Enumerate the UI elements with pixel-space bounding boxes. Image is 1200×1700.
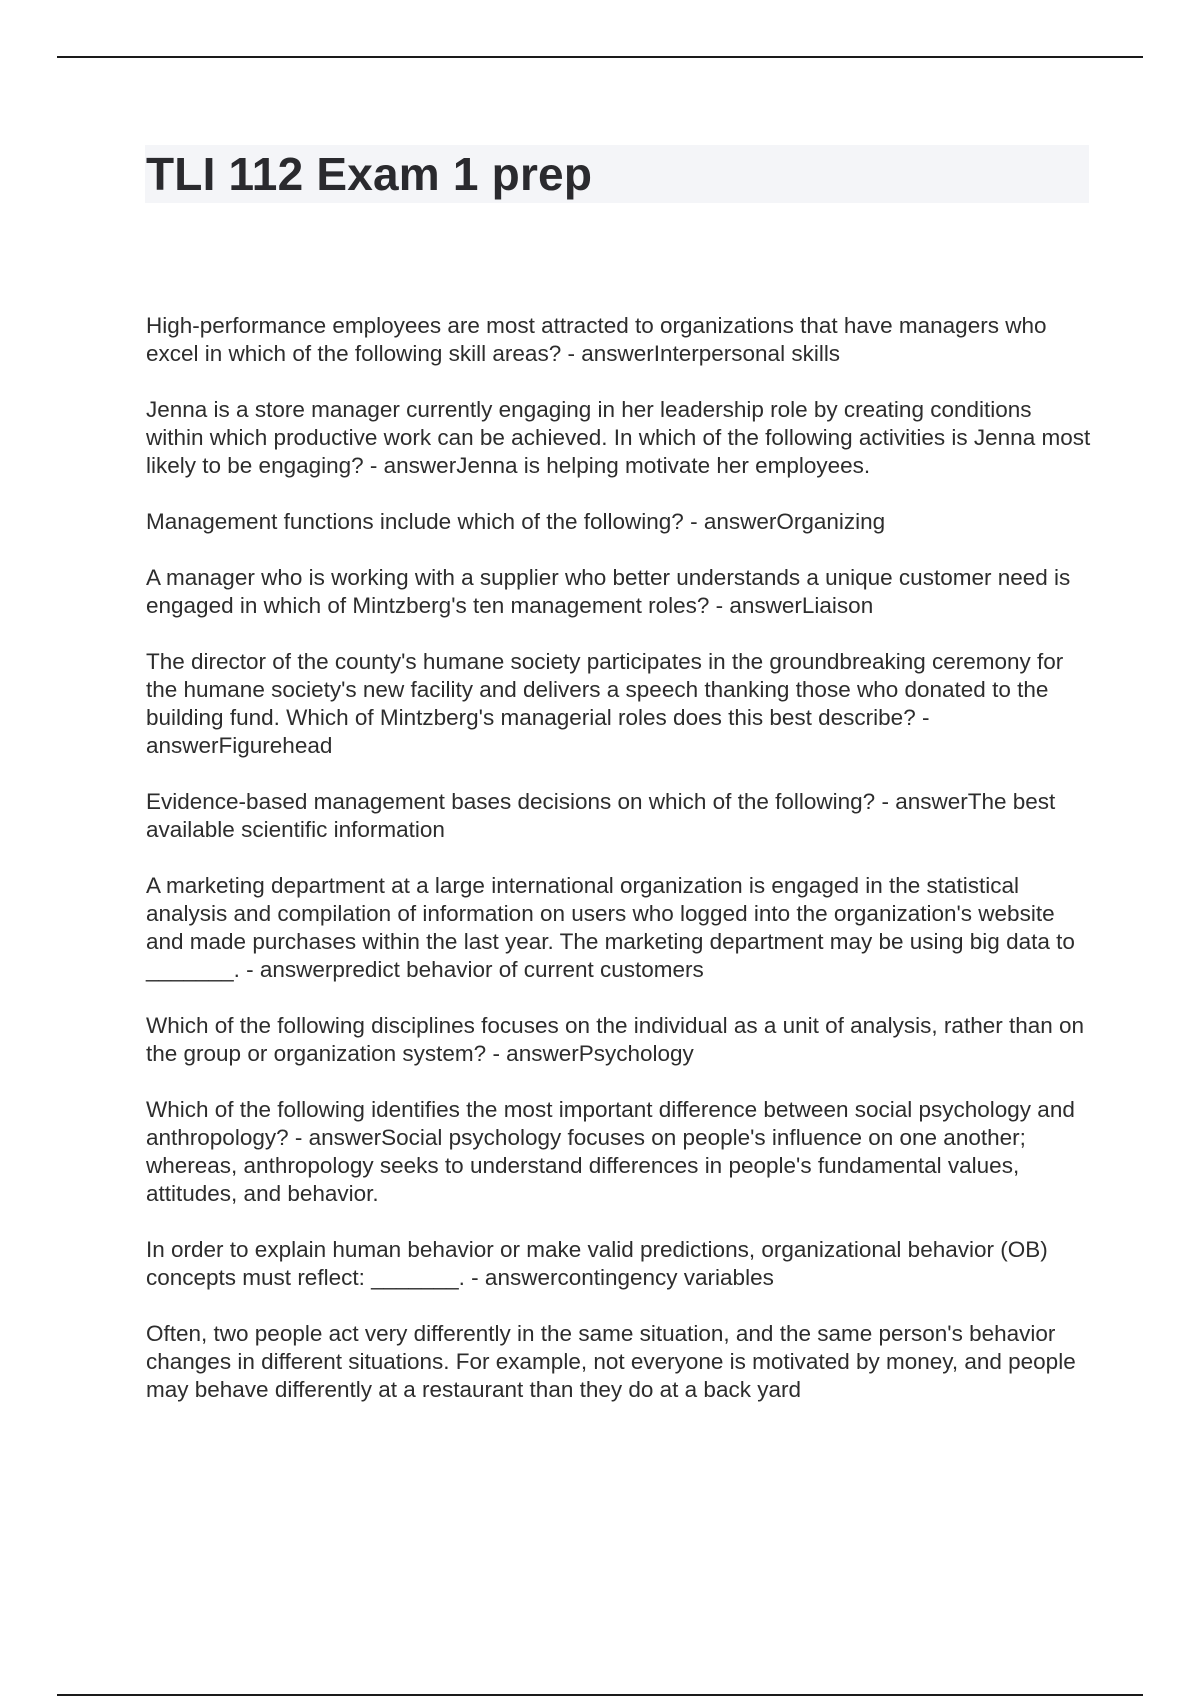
qa-item-5: The director of the county's humane society participates in the groundbreaking ceremony for the humane society's new facility and delivers a speech thanking those who donated to the building fund. Which of Mintzberg's managerial roles does this best describe? - answerFigurehead xyxy=(146,649,1064,758)
page-title: TLI 112 Exam 1 prep xyxy=(146,148,593,200)
bottom-divider xyxy=(57,1694,1143,1696)
qa-item-9: Which of the following identifies the most important difference between social psychology and anthropology? - answerSocial psychology focuses on people's influence on one another; whereas, anthropology seeks to understand differences in people's fundamental values, attitudes, and behavior. xyxy=(146,1097,1075,1206)
top-divider xyxy=(57,56,1143,58)
qa-item-4: A manager who is working with a supplier who better understands a unique customer need is engaged in which of Mintzberg's ten management roles? - answerLiaison xyxy=(146,565,1071,618)
qa-item-11: Often, two people act very differently in the same situation, and the same person's behavior changes in different situations. For example, not everyone is motivated by money, and people may behave differently at a restaurant than they do at a back yard xyxy=(146,1321,1076,1402)
qa-item-6: Evidence-based management bases decisions on which of the following? - answerThe best available scientific information xyxy=(146,789,1056,842)
qa-item-7: A marketing department at a large international organization is engaged in the statistical analysis and compilation of information on users who logged into the organization's website and made purchases within the last year. The marketing department may be using big data to _______. - answerpredict behavior of current customers xyxy=(146,873,1075,982)
qa-item-1: High-performance employees are most attracted to organizations that have managers who excel in which of the following skill areas? - answerInterpersonal skills xyxy=(146,313,1047,366)
question-answer-list xyxy=(146,312,1091,1432)
qa-item-3: Management functions include which of the following? - answerOrganizing xyxy=(146,509,886,534)
qa-item-2: Jenna is a store manager currently engaging in her leadership role by creating conditions within which productive work can be achieved. In which of the following activities is Jenna most likely to be engaging? - answerJenna is helping motivate her employees. xyxy=(146,397,1091,478)
qa-item-10: In order to explain human behavior or make valid predictions, organizational behavior (OB) concepts must reflect: _______. - answercontingency variables xyxy=(146,1237,1048,1290)
qa-item-8: Which of the following disciplines focuses on the individual as a unit of analysis, rather than on the group or organization system? - answerPsychology xyxy=(146,1013,1085,1066)
